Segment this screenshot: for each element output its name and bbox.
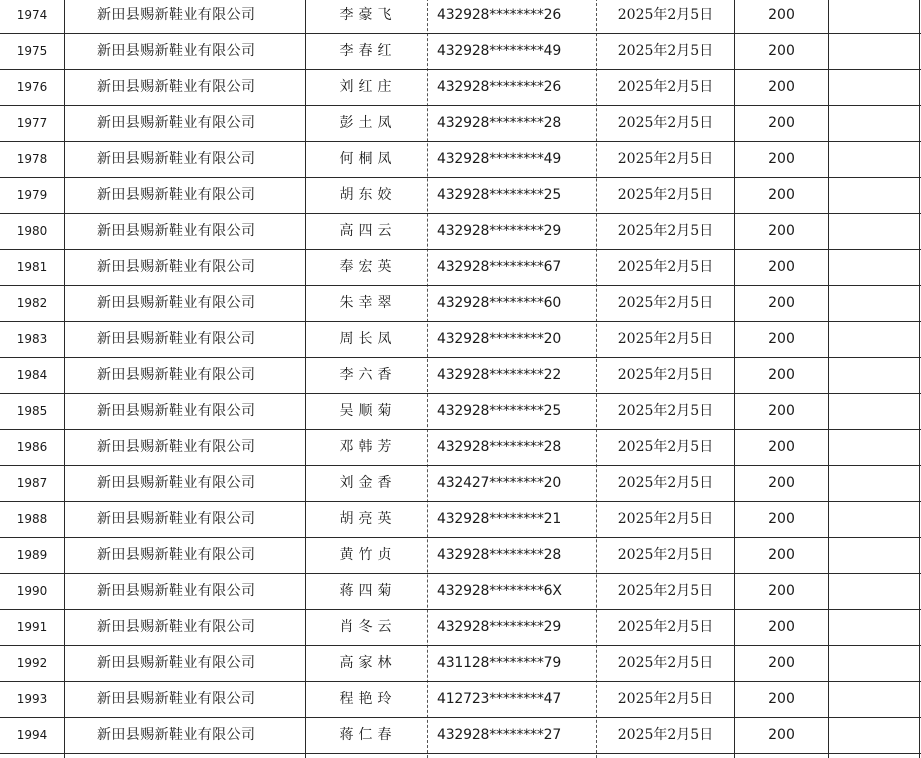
person-name-cell: 高四云 <box>339 223 397 239</box>
person-name-cell: 奉宏英 <box>339 259 397 275</box>
id-number-cell: 432928********29 <box>437 223 562 239</box>
table-row <box>0 502 921 538</box>
row-number-cell: 1985 <box>16 404 48 418</box>
person-name-cell: 李豪飞 <box>339 7 397 23</box>
id-number-cell: 432928********21 <box>437 511 562 527</box>
amount-cell: 200 <box>768 511 795 527</box>
amount-cell: 200 <box>768 619 795 635</box>
company-name-cell: 新田县赐新鞋业有限公司 <box>97 655 256 671</box>
payment-date-cell: 2025年2月5日 <box>617 187 714 203</box>
row-number-cell: 1982 <box>16 296 48 310</box>
table-row <box>0 106 921 142</box>
company-name-cell: 新田县赐新鞋业有限公司 <box>97 727 256 743</box>
row-number-cell: 1979 <box>16 188 48 202</box>
company-name-cell: 新田县赐新鞋业有限公司 <box>97 295 256 311</box>
company-name-cell: 新田县赐新鞋业有限公司 <box>97 115 256 131</box>
id-number-cell: 432928********27 <box>437 727 562 743</box>
company-name-cell: 新田县赐新鞋业有限公司 <box>97 79 256 95</box>
table-row <box>0 0 921 34</box>
id-number-cell: 432928********49 <box>437 151 562 167</box>
row-number-cell: 1981 <box>16 260 48 274</box>
row-number-cell: 1991 <box>16 620 48 634</box>
row-number-cell: 1993 <box>16 692 48 706</box>
person-name-cell: 朱幸翠 <box>339 295 397 311</box>
payment-date-cell: 2025年2月5日 <box>617 331 714 347</box>
table-row <box>0 214 921 250</box>
payment-date-cell: 2025年2月5日 <box>617 583 714 599</box>
person-name-cell: 彭土凤 <box>339 115 397 131</box>
table-row <box>0 718 921 754</box>
company-name-cell: 新田县赐新鞋业有限公司 <box>97 367 256 383</box>
amount-cell: 200 <box>768 367 795 383</box>
id-number-cell: 432928********22 <box>437 367 562 383</box>
company-name-cell: 新田县赐新鞋业有限公司 <box>97 547 256 563</box>
company-name-cell: 新田县赐新鞋业有限公司 <box>97 511 256 527</box>
row-number-cell: 1975 <box>16 44 48 58</box>
amount-cell: 200 <box>768 295 795 311</box>
payment-date-cell: 2025年2月5日 <box>617 439 714 455</box>
company-name-cell: 新田县赐新鞋业有限公司 <box>97 475 256 491</box>
table-row <box>0 358 921 394</box>
company-name-cell: 新田县赐新鞋业有限公司 <box>97 187 256 203</box>
payment-date-cell: 2025年2月5日 <box>617 403 714 419</box>
table-row <box>0 682 921 718</box>
id-number-cell: 432928********6X <box>437 583 562 599</box>
payment-date-cell: 2025年2月5日 <box>617 295 714 311</box>
amount-cell: 200 <box>768 439 795 455</box>
amount-cell: 200 <box>768 691 795 707</box>
id-number-cell: 412723********47 <box>437 691 562 707</box>
payment-date-cell: 2025年2月5日 <box>617 511 714 527</box>
id-number-cell: 432928********28 <box>437 115 562 131</box>
id-number-cell: 432928********26 <box>437 79 562 95</box>
company-name-cell: 新田县赐新鞋业有限公司 <box>97 223 256 239</box>
row-number-cell: 1980 <box>16 224 48 238</box>
person-name-cell: 高家林 <box>339 655 397 671</box>
amount-cell: 200 <box>768 187 795 203</box>
person-name-cell: 何桐凤 <box>339 151 397 167</box>
person-name-cell: 刘金香 <box>339 475 397 491</box>
payment-date-cell: 2025年2月5日 <box>617 223 714 239</box>
payment-date-cell: 2025年2月5日 <box>617 259 714 275</box>
row-number-cell: 1978 <box>16 152 48 166</box>
id-number-cell: 432928********25 <box>437 187 562 203</box>
payment-date-cell: 2025年2月5日 <box>617 115 714 131</box>
table-row <box>0 610 921 646</box>
payment-date-cell: 2025年2月5日 <box>617 619 714 635</box>
row-number-cell: 1977 <box>16 116 48 130</box>
amount-cell: 200 <box>768 115 795 131</box>
person-name-cell: 蒋仁春 <box>339 727 397 743</box>
company-name-cell: 新田县赐新鞋业有限公司 <box>97 403 256 419</box>
person-name-cell: 蒋四菊 <box>339 583 397 599</box>
payment-date-cell: 2025年2月5日 <box>617 691 714 707</box>
table-row <box>0 286 921 322</box>
row-number-cell: 1987 <box>16 476 48 490</box>
company-name-cell: 新田县赐新鞋业有限公司 <box>97 691 256 707</box>
row-number-cell: 1984 <box>16 368 48 382</box>
table-row <box>0 574 921 610</box>
company-name-cell: 新田县赐新鞋业有限公司 <box>97 259 256 275</box>
id-number-cell: 432928********49 <box>437 43 562 59</box>
id-number-cell: 432928********67 <box>437 259 562 275</box>
payment-date-cell: 2025年2月5日 <box>617 43 714 59</box>
amount-cell: 200 <box>768 151 795 167</box>
table-row <box>0 430 921 466</box>
company-name-cell: 新田县赐新鞋业有限公司 <box>97 43 256 59</box>
table-row <box>0 538 921 574</box>
table-row <box>0 178 921 214</box>
person-name-cell: 肖冬云 <box>339 619 397 635</box>
table-row <box>0 250 921 286</box>
person-name-cell: 刘红庄 <box>339 79 397 95</box>
payment-date-cell: 2025年2月5日 <box>617 547 714 563</box>
amount-cell: 200 <box>768 583 795 599</box>
amount-cell: 200 <box>768 655 795 671</box>
person-name-cell: 胡东姣 <box>339 187 397 203</box>
id-number-cell: 432928********20 <box>437 331 562 347</box>
payment-date-cell: 2025年2月5日 <box>617 655 714 671</box>
row-number-cell: 1992 <box>16 656 48 670</box>
person-name-cell: 邓韩芳 <box>339 439 397 455</box>
table-row <box>0 142 921 178</box>
row-number-cell: 1974 <box>16 8 48 22</box>
id-number-cell: 432928********60 <box>437 295 562 311</box>
payment-date-cell: 2025年2月5日 <box>617 727 714 743</box>
company-name-cell: 新田县赐新鞋业有限公司 <box>97 619 256 635</box>
company-name-cell: 新田县赐新鞋业有限公司 <box>97 7 256 23</box>
person-name-cell: 周长凤 <box>339 331 397 347</box>
company-name-cell: 新田县赐新鞋业有限公司 <box>97 439 256 455</box>
row-number-cell: 1994 <box>16 728 48 742</box>
id-number-cell: 431128********79 <box>437 655 562 671</box>
person-name-cell: 李六香 <box>339 367 397 383</box>
row-number-cell: 1983 <box>16 332 48 346</box>
person-name-cell: 李春红 <box>339 43 397 59</box>
payment-date-cell: 2025年2月5日 <box>617 79 714 95</box>
id-number-cell: 432928********29 <box>437 619 562 635</box>
person-name-cell: 吴顺菊 <box>339 403 397 419</box>
person-name-cell: 胡亮英 <box>339 511 397 527</box>
amount-cell: 200 <box>768 43 795 59</box>
table-row <box>0 70 921 106</box>
row-number-cell: 1990 <box>16 584 48 598</box>
person-name-cell: 黄竹贞 <box>339 547 397 563</box>
amount-cell: 200 <box>768 259 795 275</box>
row-number-cell: 1986 <box>16 440 48 454</box>
amount-cell: 200 <box>768 475 795 491</box>
id-number-cell: 432928********26 <box>437 7 562 23</box>
payment-date-cell: 2025年2月5日 <box>617 7 714 23</box>
table-row <box>0 466 921 502</box>
amount-cell: 200 <box>768 547 795 563</box>
id-number-cell: 432928********28 <box>437 439 562 455</box>
row-number-cell: 1989 <box>16 548 48 562</box>
amount-cell: 200 <box>768 727 795 743</box>
payment-date-cell: 2025年2月5日 <box>617 151 714 167</box>
amount-cell: 200 <box>768 79 795 95</box>
id-number-cell: 432928********25 <box>437 403 562 419</box>
amount-cell: 200 <box>768 331 795 347</box>
amount-cell: 200 <box>768 7 795 23</box>
company-name-cell: 新田县赐新鞋业有限公司 <box>97 331 256 347</box>
amount-cell: 200 <box>768 403 795 419</box>
person-name-cell: 程艳玲 <box>339 691 397 707</box>
company-name-cell: 新田县赐新鞋业有限公司 <box>97 151 256 167</box>
payment-date-cell: 2025年2月5日 <box>617 367 714 383</box>
payment-date-cell: 2025年2月5日 <box>617 475 714 491</box>
table-row <box>0 34 921 70</box>
company-name-cell: 新田县赐新鞋业有限公司 <box>97 583 256 599</box>
table-row <box>0 394 921 430</box>
row-number-cell: 1976 <box>16 80 48 94</box>
table-row <box>0 322 921 358</box>
table-row <box>0 646 921 682</box>
id-number-cell: 432928********28 <box>437 547 562 563</box>
id-number-cell: 432427********20 <box>437 475 562 491</box>
amount-cell: 200 <box>768 223 795 239</box>
row-number-cell: 1988 <box>16 512 48 526</box>
